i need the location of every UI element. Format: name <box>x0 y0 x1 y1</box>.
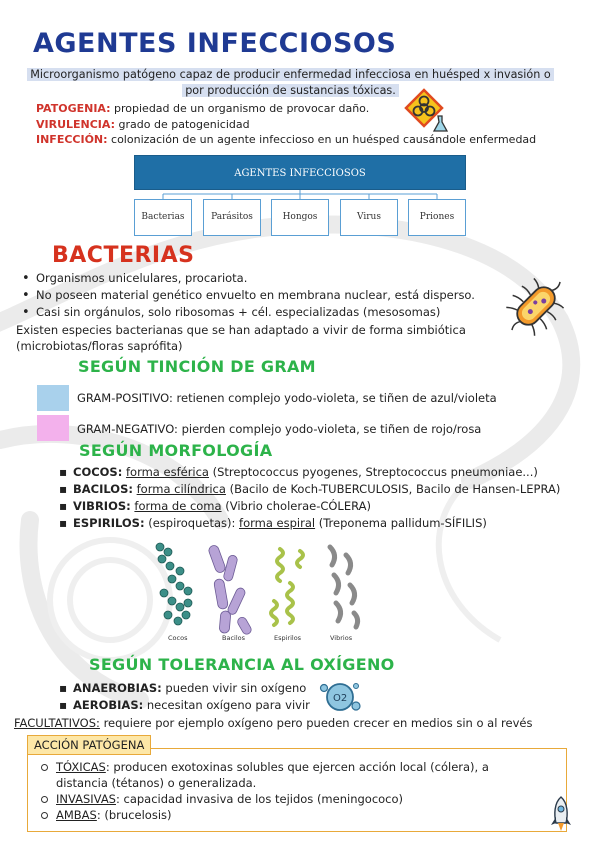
image-label-espirilos: Espirilos <box>274 634 302 642</box>
definition-box <box>27 67 554 99</box>
morfologia-item-cocos: ▪ COCOS: forma esférica (Streptococcus pyogenes, Streptococcus pneumoniae...) <box>59 464 579 481</box>
morfologia-item-vibrios: ▪ VIBRIOS: forma de coma (Vibrio cholerae-CÓLERA) <box>59 498 579 515</box>
gram-positive-text: GRAM-POSITIVO: retienen complejo yodo-violeta, se tiñen de azul/violeta <box>77 391 497 405</box>
oxigeno-heading: SEGÚN TOLERANCIA AL OXÍGENO <box>89 655 395 674</box>
bacterias-bullet: • Casi sin orgánulos, solo ribosomas + cél. especializadas (mesosomas) <box>22 304 512 321</box>
bacterias-note: Existen especies bacterianas que se han adaptado a vivir de forma simbiótica (microbiotas/floras saprófita) <box>16 323 466 353</box>
definition-virulencia: VIRULENCIA: grado de patogenicidad <box>36 117 250 131</box>
bacterias-heading: BACTERIAS <box>52 243 195 268</box>
rocket-icon <box>548 795 574 833</box>
accion-list <box>36 759 536 823</box>
bacilos-illustration <box>208 544 253 636</box>
definition-patogenia: PATOGENIA: propiedad de un organismo de provocar daño. <box>36 102 370 115</box>
oxigeno-item-aerobias: ▪ AEROBIAS: necesitan oxígeno para vivir <box>59 697 359 714</box>
chart-node-parasitos: Parásitos <box>203 199 261 236</box>
bacterium-icon <box>500 270 572 342</box>
chart-node-priones: Priones <box>408 199 466 236</box>
cocos-illustration <box>156 543 192 625</box>
oxigeno-list <box>59 680 359 714</box>
bacterias-bullet: • Organismos unicelulares, procariota. <box>22 270 512 287</box>
vibrios-illustration <box>330 547 358 627</box>
accion-item-invasivas: INVASIVAS: capacidad invasiva de los tejidos (meningococo) <box>36 791 536 807</box>
chart-node-hongos: Hongos <box>271 199 329 236</box>
biohazard-icon <box>404 88 452 134</box>
definition-infeccion: INFECCIÓN: colonización de un agente infeccioso en un huésped causándole enfermedad <box>36 133 537 147</box>
chart-node-virus: Virus <box>340 199 398 236</box>
chart-node-bacterias: Bacterias <box>134 199 192 236</box>
accion-item-ambas: AMBAS: (brucelosis) <box>36 807 536 823</box>
oxigeno-item-anaerobias: ▪ ANAEROBIAS: pueden vivir sin oxígeno <box>59 680 359 697</box>
page-title: AGENTES INFECCIOSOS <box>33 28 397 59</box>
morfologia-heading: SEGÚN MORFOLOGÍA <box>79 441 273 460</box>
espirilos-illustration <box>271 549 303 625</box>
gram-positive-swatch <box>37 385 69 411</box>
oxygen-label: O2 <box>333 693 348 704</box>
accion-item-toxicas: TÓXICAS: producen exotoxinas solubles que ejercen acción local (cólera), a distancia (tétanos) o generalizada. <box>36 759 536 791</box>
oxygen-icon <box>318 678 362 716</box>
accion-heading: ACCIÓN PATÓGENA <box>27 735 151 755</box>
gram-negative-swatch <box>37 415 69 441</box>
chart-root: AGENTES INFECCIOSOS <box>134 155 466 190</box>
bacteria-morphology-illustration <box>150 541 368 644</box>
definition-text: Microorganismo patógeno capaz de producir enfermedad infecciosa en huésped x invasión o por producción de sustancias tóxicas. <box>27 68 553 97</box>
definitions-list <box>36 101 536 148</box>
bacterias-bullets <box>22 270 512 321</box>
image-label-cocos: Cocos <box>168 634 188 642</box>
morfologia-item-bacilos: ▪ BACILOS: forma cilíndrica (Bacilo de Koch-TUBERCULOSIS, Bacilo de Hansen-LEPRA) <box>59 481 579 498</box>
morfologia-list <box>59 464 579 532</box>
morfologia-item-espirilos: ▪ ESPIRILOS: (espiroquetas): forma espiral (Treponema pallidum-SÍFILIS) <box>59 515 579 532</box>
facultativos-text: FACULTATIVOS: requiere por ejemplo oxígeno pero pueden crecer en medios sin o al revés <box>14 716 533 730</box>
gram-heading: SEGÚN TINCIÓN DE GRAM <box>78 357 316 376</box>
bacterias-bullet: • No poseen material genético envuelto en membrana nuclear, está disperso. <box>22 287 512 304</box>
gram-negative-text: GRAM-NEGATIVO: pierden complejo yodo-violeta, se tiñen de rojo/rosa <box>77 422 482 436</box>
image-label-vibrios: Vibrios <box>330 634 353 642</box>
agents-chart <box>134 155 466 237</box>
image-label-bacilos: Bacilos <box>222 634 245 642</box>
